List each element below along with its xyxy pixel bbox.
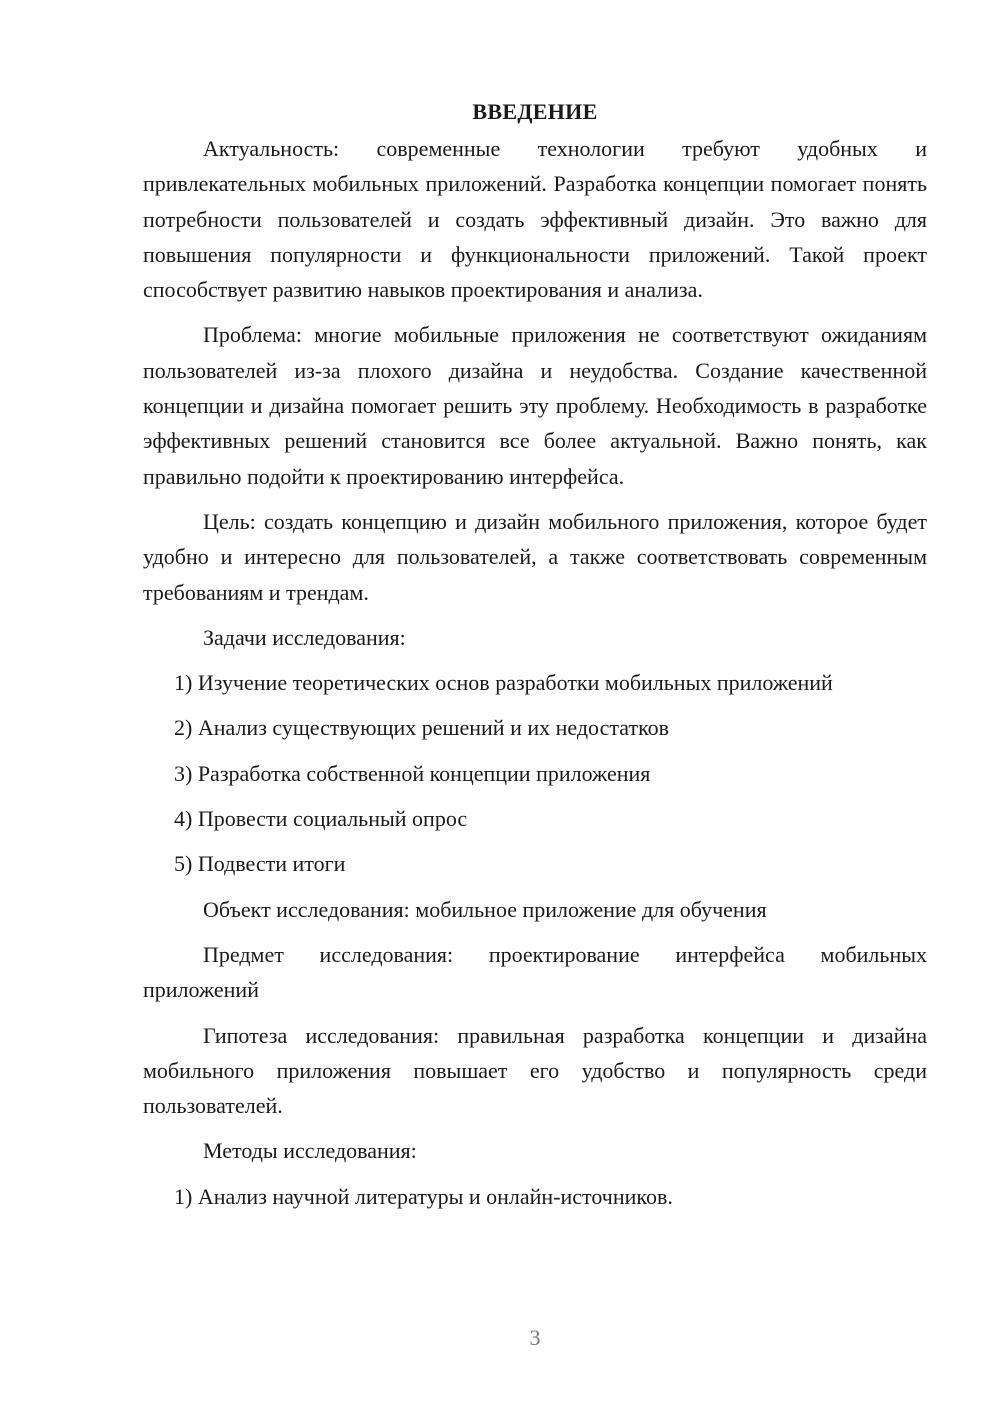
object-paragraph: Объект исследования: мобильное приложение для обучения — [203, 896, 767, 922]
task-item: 3) Разработка собственной концепции приложения — [174, 760, 651, 786]
task-item: 5) Подвести итоги — [174, 851, 346, 877]
relevance-paragraph: Актуальность: современные технологии требуют удобных и привлекательных мобильных приложений. Разработка концепции помогает понять потребности пользователей и создать эффективный дизайн. Это важно для повышения популярности и функциональности приложений. Такой проект способствует развитию навыков проектирования и анализа. — [143, 136, 927, 303]
page-number: 3 — [529, 1325, 541, 1350]
page-title: ВВЕДЕНИЕ — [472, 99, 598, 124]
document-page — [143, 94, 927, 1224]
goal-paragraph: Цель: создать концепцию и дизайн мобильного приложения, которое будет удобно и интересно для пользователей, а также соответствовать современным требованиям и трендам. — [143, 508, 927, 605]
task-item: 2) Анализ существующих решений и их недостатков — [174, 715, 670, 741]
subject-paragraph: Предмет исследования: проектирование интерфейса мобильных приложений — [143, 941, 927, 1003]
method-item: 1) Анализ научной литературы и онлайн-источников. — [174, 1183, 673, 1209]
tasks-heading: Задачи исследования: — [203, 624, 406, 650]
hypothesis-paragraph: Гипотеза исследования: правильная разработка концепции и дизайна мобильного приложения повышает его удобство и популярность среди пользователей. — [143, 1022, 927, 1119]
problem-paragraph: Проблема: многие мобильные приложения не соответствуют ожиданиям пользователей из-за плохого дизайна и неудобства. Создание качественной концепции и дизайна помогает решить эту проблему. Необходимость в разработке эффективных решений становится все более актуальной. Важно понять, как правильно подойти к проектированию интерфейса. — [143, 322, 927, 489]
task-item: 4) Провести социальный опрос — [174, 806, 468, 832]
methods-heading: Методы исследования: — [203, 1138, 417, 1164]
task-item: 1) Изучение теоретических основ разработки мобильных приложений — [174, 670, 833, 696]
